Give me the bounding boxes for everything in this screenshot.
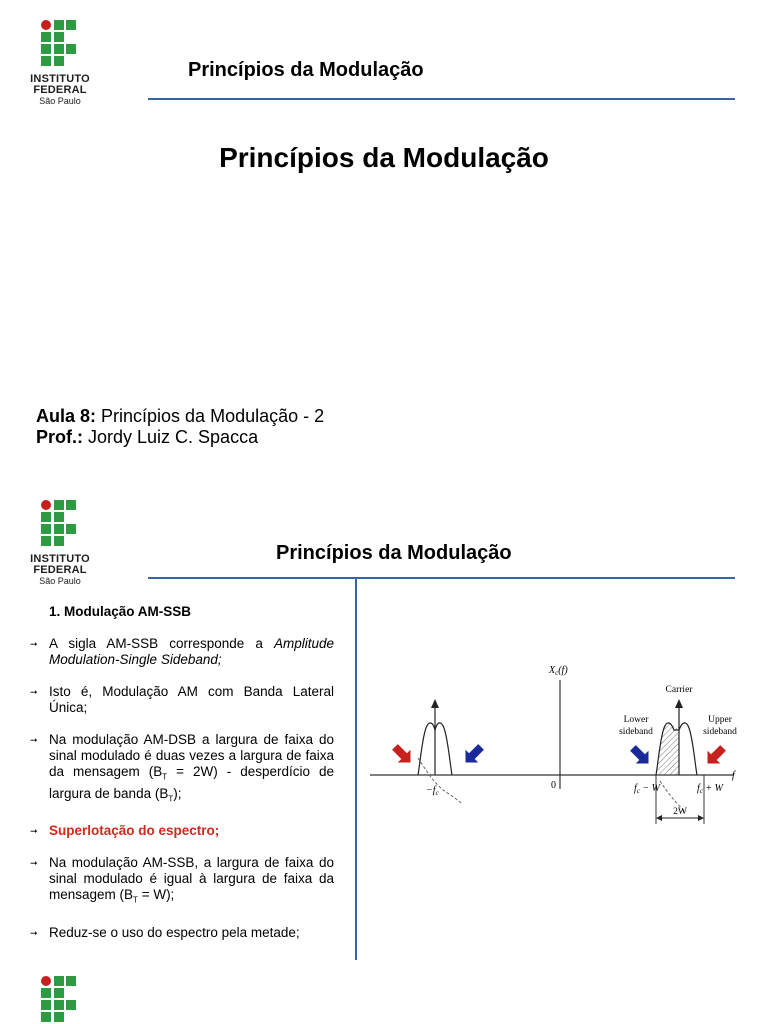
arrow-bullet-icon: ➞ bbox=[30, 928, 38, 939]
negative-carrier-arrowhead bbox=[431, 699, 439, 708]
slide1-main-title: Princípios da Modulação bbox=[219, 142, 549, 173]
bullet-text: Reduz-se o uso do espectro pela metade; bbox=[49, 925, 300, 941]
upper-sideband-label-2: sideband bbox=[703, 727, 737, 737]
fc-minus-w-label: $f_c - W$ bbox=[634, 783, 660, 795]
slide1-header-rule bbox=[148, 98, 735, 100]
logo-line-3: São Paulo bbox=[39, 576, 81, 586]
red-arrow-left-icon bbox=[389, 741, 417, 769]
bullet-text: Superlotação do espectro; bbox=[49, 823, 220, 839]
blue-arrow-left-icon bbox=[459, 741, 487, 769]
arrow-bullet-icon: ➞ bbox=[30, 687, 38, 697]
bullet-list bbox=[30, 636, 334, 941]
carrier-label: Carrier bbox=[665, 685, 693, 695]
bullet-text: Na modulação AM-DSB a largura de faixa do sinal modulado é duas vezes a largura de faixa da mensagem (B bbox=[49, 732, 334, 779]
bandwidth-arrow-right bbox=[698, 815, 704, 821]
bullet-item bbox=[30, 636, 334, 668]
prof-label: Prof.: bbox=[36, 427, 83, 447]
logo-line-1: INSTITUTO bbox=[30, 553, 90, 565]
bandwidth-label: 2W bbox=[673, 807, 687, 817]
lecture-info bbox=[36, 406, 324, 448]
logo-line-1: INSTITUTO bbox=[30, 73, 90, 85]
bandwidth-arrow-left bbox=[656, 815, 662, 821]
ifsp-logo-icon bbox=[20, 974, 100, 1024]
bullet-item-highlight bbox=[30, 823, 334, 839]
bullet-text: Na modulação AM-SSB, a largura de faixa do sinal modulado é igual à largura de faixa da mensagem (B bbox=[49, 855, 334, 903]
institute-logo bbox=[20, 498, 100, 587]
column-divider bbox=[355, 578, 357, 960]
lower-sideband-label-2: sideband bbox=[619, 727, 653, 737]
slide-3 bbox=[0, 972, 768, 1024]
bullet-text: A sigla AM-SSB corresponde a bbox=[49, 636, 274, 651]
bullet-text: = W); bbox=[137, 887, 175, 903]
bullet-item bbox=[30, 855, 334, 909]
lower-sideband-label-1: Lower bbox=[623, 715, 649, 725]
blue-arrow-right-icon bbox=[627, 742, 655, 770]
arrow-bullet-icon: ➞ bbox=[30, 639, 38, 649]
logo-line-2: FEDERAL bbox=[33, 84, 87, 96]
institute-logo bbox=[20, 974, 100, 1024]
subscript: T bbox=[133, 896, 138, 906]
institute-logo bbox=[20, 18, 100, 107]
aula-label: Aula 8: bbox=[36, 406, 97, 426]
ifsp-logo-icon bbox=[20, 18, 100, 74]
ssb-spectrum-figure bbox=[366, 654, 746, 834]
arrow-bullet-icon: ➞ bbox=[30, 826, 38, 837]
bullet-text: ); bbox=[173, 785, 182, 801]
fc-plus-w-label: $f_c + W$ bbox=[697, 783, 723, 795]
y-axis-label: $X_c(f)$ bbox=[549, 665, 568, 677]
origin-label: 0 bbox=[551, 780, 556, 791]
f-axis-label: f bbox=[732, 770, 735, 781]
positive-carrier-arrowhead bbox=[675, 699, 683, 708]
bullet-content bbox=[30, 604, 334, 957]
logo-line-3: São Paulo bbox=[39, 96, 81, 106]
subscript: T bbox=[162, 772, 168, 782]
section-heading: 1. Modulação AM-SSB bbox=[49, 604, 192, 619]
aula-line bbox=[36, 406, 324, 427]
bullet-text: Isto é, Modulação AM com Banda Lateral Única; bbox=[49, 684, 334, 715]
bullet-italic: Amplitude Modulation-Single Sideband; bbox=[49, 636, 334, 667]
bullet-item bbox=[30, 732, 334, 807]
slide-1 bbox=[0, 0, 768, 470]
aula-value: Princípios da Modulação - 2 bbox=[96, 406, 325, 426]
red-arrow-right-icon bbox=[701, 742, 729, 770]
bullet-item bbox=[30, 684, 334, 716]
arrow-bullet-icon: ➞ bbox=[30, 858, 38, 869]
logo-line-2: FEDERAL bbox=[33, 564, 87, 576]
subscript: T bbox=[168, 794, 174, 804]
prof-value: Jordy Luiz C. Spacca bbox=[83, 427, 259, 447]
arrow-bullet-icon: ➞ bbox=[30, 735, 38, 745]
slide1-header-title: Princípios da Modulação bbox=[188, 59, 424, 81]
neg-fc-label: $-f_c$ bbox=[426, 785, 439, 797]
prof-line bbox=[36, 427, 324, 448]
bullet-text: = 2W) - desperdício de largura de banda (B bbox=[49, 764, 334, 801]
slide2-header-rule bbox=[148, 577, 735, 579]
upper-sideband-label-1: Upper bbox=[708, 715, 732, 725]
slide2-header-title: Princípios da Modulação bbox=[276, 542, 512, 564]
bullet-item bbox=[30, 925, 334, 941]
negative-dashed-curve bbox=[418, 758, 462, 804]
ifsp-logo-icon bbox=[20, 498, 100, 554]
